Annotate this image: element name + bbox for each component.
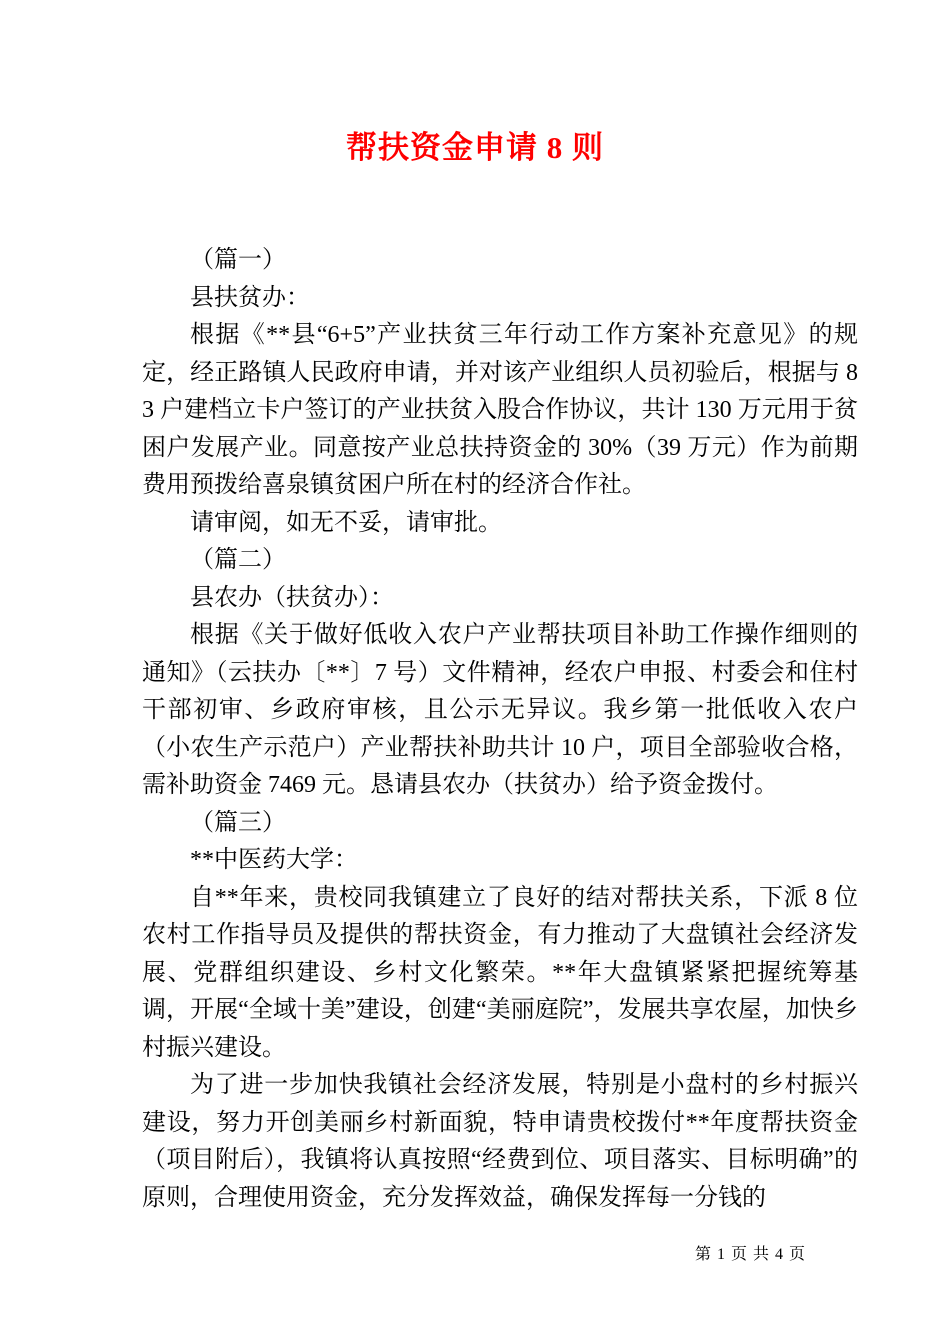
document-body xyxy=(142,242,858,1217)
section-label-1: （篇一） xyxy=(190,247,286,273)
addressee-3: **中医药大学： xyxy=(190,847,358,873)
document-title: 帮扶资金申请 8 则 xyxy=(346,130,604,165)
body-paragraph-1a: 根据《**县“6+5”产业扶贫三年行动工作方案补充意见》的规定，经正路镇人民政府申请，并对该产业组织人员初验后，根据与 83 户建档立卡户签订的产业扶贫入股合作协议，共计 130 万元用于贫困户发展产业。同意按产业总扶持资金的 30%（39 万元）作为前期费用预拨给喜泉镇贫困户所在村的经济合作社。 xyxy=(142,322,858,498)
body-paragraph-1b: 请审阅，如无不妥，请审批。 xyxy=(190,509,502,536)
page-number-indicator: 第 1 页 共 4 页 xyxy=(694,1246,806,1263)
page-footer xyxy=(695,1245,806,1265)
body-paragraph-3b: 为了进一步加快我镇社会经济发展，特别是小盘村的乡村振兴建设，努力开创美丽乡村新面貌，特申请贵校拨付**年度帮扶资金（项目附后），我镇将认真按照“经费到位、项目落实、目标明确”的原则，合理使用资金，充分发挥效益，确保发挥每一分钱的 xyxy=(142,1072,858,1211)
body-paragraph-2: 根据《关于做好低收入农户产业帮扶项目补助工作操作细则的通知》（云扶办〔**〕7 号）文件精神，经农户申报、村委会和住村干部初审、乡政府审核，且公示无异议。我乡第一批低收入农户（小农生产示范户）产业帮扶补助共计 10 户，项目全部验收合格，需补助资金 7469 元。恳请县农办（扶贫办）给予资金拨付。 xyxy=(142,622,858,798)
addressee-2: 县农办（扶贫办）： xyxy=(190,584,394,611)
section-label-2: （篇二） xyxy=(190,547,286,573)
section-label-3: （篇三） xyxy=(190,809,286,836)
body-paragraph-3a: 自**年来，贵校同我镇建立了良好的结对帮扶关系，下派 8 位农村工作指导员及提供的帮扶资金，有力推动了大盘镇社会经济发展、党群组织建设、乡村文化繁荣。**年大盘镇紧紧把握统筹基调，开展“全域十美”建设，创建“美丽庭院”，发展共享农屋，加快乡村振兴建设。 xyxy=(142,884,858,1061)
addressee-1: 县扶贫办： xyxy=(190,284,310,311)
